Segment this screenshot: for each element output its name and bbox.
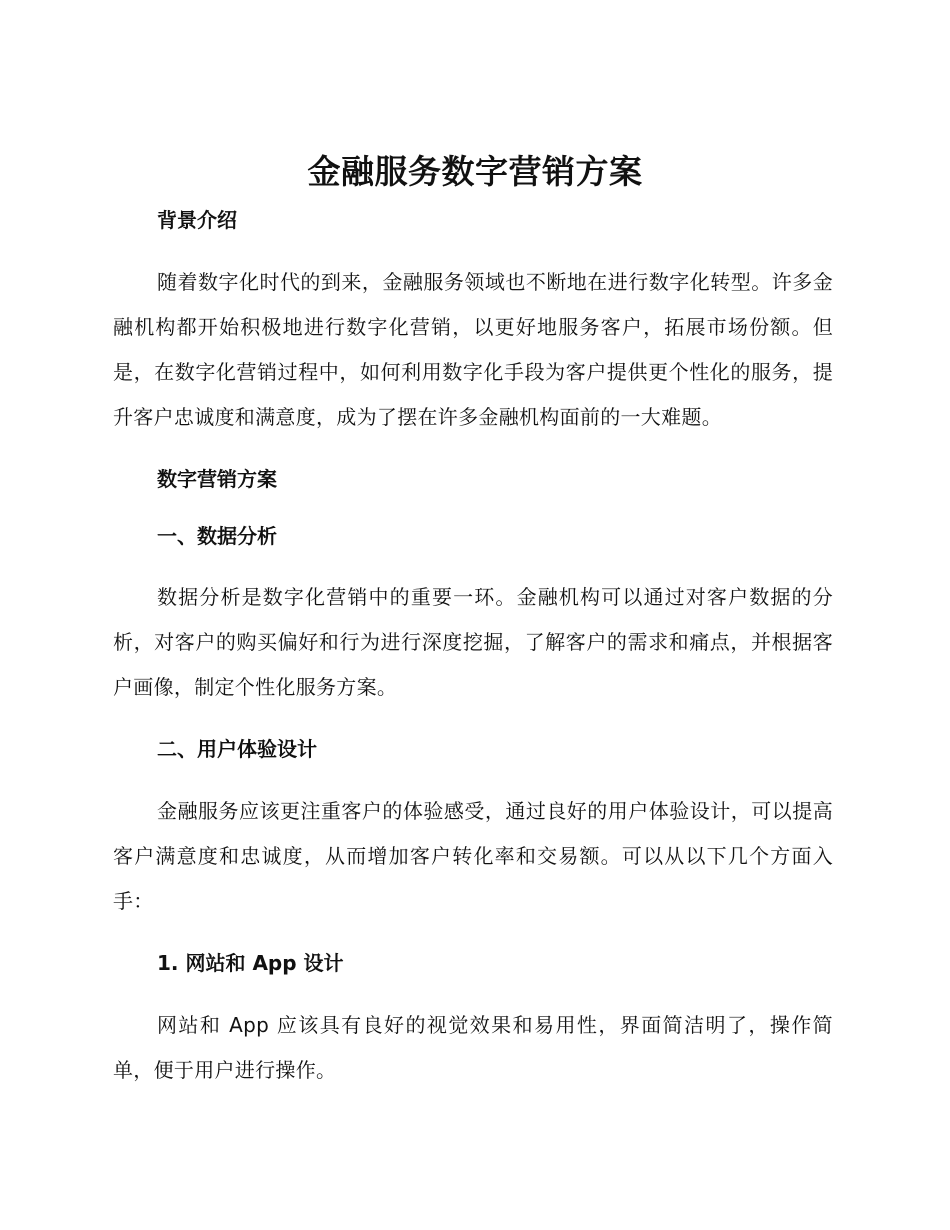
section-heading-plan: 数字营销方案 [157, 467, 277, 491]
paragraph-ux-design: 金融服务应该更注重客户的体验感受，通过良好的用户体验设计，可以提高客户满意度和忠诚度，从而增加客户转化率和交易额。可以从以下几个方面入手： [113, 799, 833, 913]
document-body [113, 200, 833, 1093]
section-heading-ux-design: 二、用户体验设计 [157, 737, 317, 761]
paragraph-data-analysis: 数据分析是数字化营销中的重要一环。金融机构可以通过对客户数据的分析，对客户的购买偏好和行为进行深度挖掘，了解客户的需求和痛点，并根据客户画像，制定个性化服务方案。 [113, 585, 833, 699]
section-heading-web-app: 1. 网站和 App 设计 [157, 951, 344, 975]
paragraph-web-app: 网站和 App 应该具有良好的视觉效果和易用性，界面简洁明了，操作简单，便于用户进行操作。 [113, 1013, 833, 1082]
paragraph-background: 随着数字化时代的到来，金融服务领域也不断地在进行数字化转型。许多金融机构都开始积极地进行数字化营销，以更好地服务客户，拓展市场份额。但是，在数字化营销过程中，如何利用数字化手段为客户提供更个性化的服务，提升客户忠诚度和满意度，成为了摆在许多金融机构面前的一大难题。 [113, 270, 833, 429]
document-title: 金融服务数字营销方案 [307, 152, 643, 191]
section-heading-data-analysis: 一、数据分析 [157, 524, 277, 548]
section-heading-background: 背景介绍 [157, 208, 237, 232]
